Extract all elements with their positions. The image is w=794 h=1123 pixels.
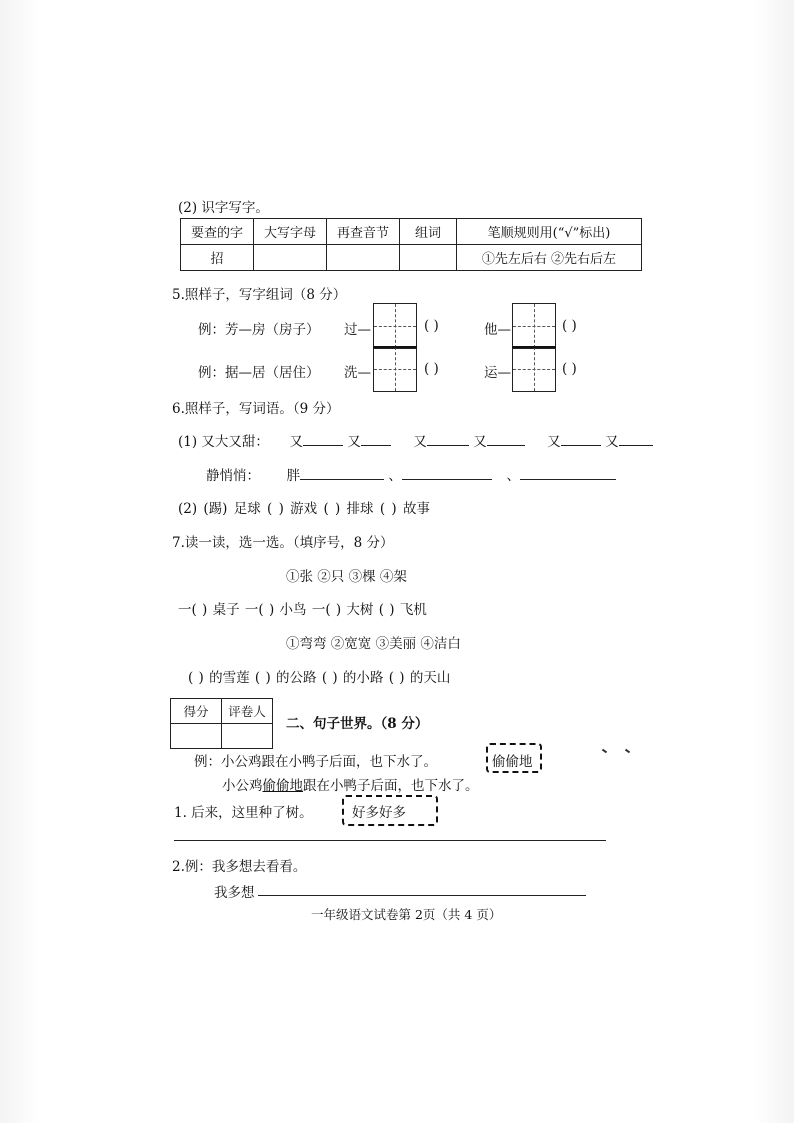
answer-paren[interactable]: ( ) bbox=[562, 361, 577, 377]
question-7-line-2: ( ) 的雪莲 ( ) 的公路 ( ) 的小路 ( ) 的天山 bbox=[188, 670, 451, 686]
answer-paren[interactable]: ( ) bbox=[424, 361, 439, 377]
table-header-cell: 再查音节 bbox=[327, 219, 400, 245]
blank-line[interactable] bbox=[361, 431, 391, 446]
char-you: 又 bbox=[547, 434, 561, 450]
char-you: 又 bbox=[473, 434, 487, 450]
table-header-cell: 组词 bbox=[400, 219, 457, 245]
grader-cell-blank[interactable] bbox=[222, 724, 273, 749]
section-2-example-answer bbox=[222, 774, 479, 794]
char-xi: 洗— bbox=[344, 365, 371, 381]
page-footer: 一年级语文试卷第 2页（共 4 页） bbox=[311, 907, 502, 922]
question-6-sub-2: (2) (踢) 足球 ( ) 游戏 ( ) 排球 ( ) 故事 bbox=[178, 501, 430, 517]
score-box bbox=[170, 698, 273, 749]
separator: 、 bbox=[388, 468, 402, 484]
table-row bbox=[181, 245, 642, 271]
table-header-cell: 大写字母 bbox=[254, 219, 327, 245]
blank-line[interactable] bbox=[427, 431, 469, 446]
score-cell-blank[interactable] bbox=[171, 724, 222, 749]
grader-label: 评卷人 bbox=[222, 699, 273, 724]
char-pang: 胖 bbox=[286, 468, 301, 484]
q2-answer-line[interactable] bbox=[258, 895, 586, 896]
question-7-title: 7.读一读，选一选。（填序号，8 分） bbox=[172, 535, 394, 551]
separator: 、 bbox=[506, 468, 520, 484]
writing-grid[interactable] bbox=[373, 303, 417, 349]
question-5-example-1: 例：芳—房（房子） bbox=[198, 322, 320, 338]
example-word: 偷偷地 bbox=[492, 754, 533, 770]
blank-line[interactable] bbox=[619, 431, 653, 446]
answer-highlight-word: 偷偷地 bbox=[262, 778, 303, 794]
q1-word: 好多好多 bbox=[352, 805, 406, 821]
table-cell-blank[interactable] bbox=[254, 245, 327, 271]
table-header-cell: 要查的字 bbox=[181, 219, 254, 245]
char-you: 又 bbox=[289, 434, 304, 450]
writing-grid[interactable] bbox=[373, 346, 417, 392]
table-cell: ①先左后右 ②先右后左 bbox=[457, 245, 642, 271]
char-ta: 他— bbox=[484, 322, 511, 338]
grid-divider bbox=[373, 346, 417, 348]
section-2-title: 二、句子世界。（8 分） bbox=[286, 716, 429, 732]
grid-divider bbox=[512, 346, 556, 348]
question-7-options-2: ①弯弯 ②宽宽 ③美丽 ④洁白 bbox=[286, 636, 461, 652]
section-2-example: 例：小公鸡跟在小鸭子后面，也下水了。 bbox=[194, 754, 437, 770]
table-header-row bbox=[181, 219, 642, 245]
table-cell: 招 bbox=[181, 245, 254, 271]
sub-1b-label: 静悄悄： bbox=[206, 468, 260, 484]
question-6-sub-1 bbox=[178, 430, 653, 450]
char-guo: 过— bbox=[344, 322, 371, 338]
table-cell-blank[interactable] bbox=[327, 245, 400, 271]
question-7-options-1: ①张 ②只 ③棵 ④架 bbox=[286, 569, 407, 585]
char-you: 又 bbox=[347, 434, 361, 450]
question-6-title: 6.照样子，写词语。（9 分） bbox=[172, 401, 340, 417]
blank-line[interactable] bbox=[520, 465, 616, 480]
q1-answer-line[interactable] bbox=[174, 840, 606, 841]
blank-line[interactable] bbox=[300, 465, 384, 480]
question-6-sub-1b bbox=[206, 464, 616, 484]
answer-prefix: 小公鸡 bbox=[222, 778, 263, 794]
section-heading-recognition: (2) 识字写字。 bbox=[178, 200, 269, 216]
section-2-question-1: 1. 后来，这里种了树。 bbox=[174, 805, 313, 821]
writing-grid[interactable] bbox=[512, 303, 556, 349]
q2-prompt: 我多想 bbox=[214, 885, 255, 901]
recognition-table bbox=[180, 218, 642, 271]
table-cell-blank[interactable] bbox=[400, 245, 457, 271]
blank-line[interactable] bbox=[402, 465, 492, 480]
score-label: 得分 bbox=[171, 699, 222, 724]
question-5-title: 5.照样子，写字组词（8 分） bbox=[172, 287, 347, 303]
blank-line[interactable] bbox=[487, 431, 525, 446]
table-header-cell: 笔顺规则用(“√”标出) bbox=[457, 219, 642, 245]
blank-line[interactable] bbox=[561, 431, 601, 446]
question-5-example-2: 例：据—居（居住） bbox=[198, 365, 320, 381]
char-yun: 运— bbox=[484, 365, 511, 381]
sub-1-label: (1) 又大又甜： bbox=[178, 434, 269, 450]
char-you: 又 bbox=[413, 434, 427, 450]
writing-grid[interactable] bbox=[512, 346, 556, 392]
char-you: 又 bbox=[605, 434, 619, 450]
section-2-question-2: 2.例：我多想去看看。 bbox=[172, 859, 307, 875]
question-7-line-1: 一( ) 桌子 一( ) 小鸟 一( ) 大树 ( ) 飞机 bbox=[178, 602, 427, 618]
answer-paren[interactable]: ( ) bbox=[424, 318, 439, 334]
answer-paren[interactable]: ( ) bbox=[562, 318, 577, 334]
blank-line[interactable] bbox=[303, 431, 343, 446]
answer-suffix: 跟在小鸭子后面，也下水了。 bbox=[303, 778, 479, 794]
